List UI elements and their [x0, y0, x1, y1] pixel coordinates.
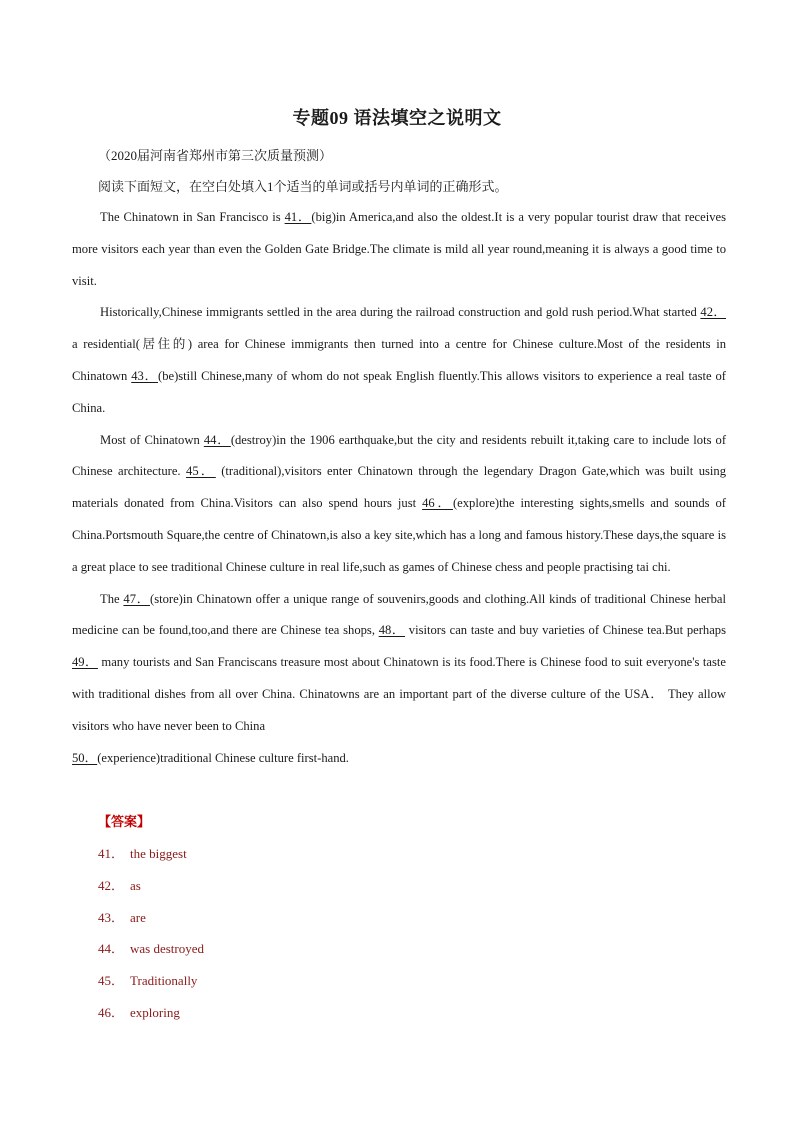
answer-text: was destroyed [130, 941, 205, 957]
blank-45: 45． [186, 464, 216, 479]
paragraph-text: (traditional),visitors enter Chinatown through the legendary Dragon Gate,which was built using materials donated from China.Visitors can also spend hours just [72, 464, 726, 511]
answer-number: 46． [98, 1004, 125, 1020]
answer-number: 43． [98, 909, 125, 925]
answer-item [98, 902, 204, 934]
answer-item [98, 838, 204, 870]
blank-44: 44． [203, 432, 231, 447]
answer-text: Traditionally [130, 973, 198, 989]
blank-50: 50． [72, 750, 98, 765]
paragraph-text: (store)in Chinatown offer a unique range of souvenirs,goods and clothing.All kinds of traditional Chinese herbal medicine can be found,too,and there are Chinese tea shops, [72, 591, 726, 638]
answer-text: are [130, 909, 146, 925]
paragraph-text: The [100, 591, 124, 606]
answer-list [98, 838, 204, 1029]
answer-item [98, 997, 204, 1029]
paragraph-text: (big)in America,and also the oldest.It is a very popular tourist draw that receives more visitors each year than even the Golden Gate Bridge.The climate is mild all year round,meaning it is always a good time to visit. [72, 210, 726, 288]
source-note: （2020届河南省郑州市第三次质量预测） [98, 148, 333, 163]
blank-49: 49． [72, 655, 98, 670]
paragraph-text: (explore)the interesting sights,smells and sounds of China.Portsmouth Square,the centre of Chinatown,is also a key site,which has a long and famous history.These days,the square is a great place to see traditional Chinese culture in real life,such as games of Chinese chess and people practising tai chi. [72, 496, 726, 574]
paragraph-2 [72, 297, 726, 424]
paragraph-text: visitors can taste and buy varieties of Chinese tea.But perhaps [405, 623, 727, 638]
blank-42: 42． [700, 305, 726, 320]
paragraph-text: many tourists and San Franciscans treasure most about Chinatown is its food.There is Chinese food to suit everyone's taste with traditional dishes from all over China. Chinatowns are an important part of the diverse culture of the USA． They allow visitors who have never been to China [72, 655, 726, 733]
instructions: 阅读下面短文，在空白处填入1个适当的单词或括号内单词的正确形式。 [98, 179, 508, 194]
paragraph-text: (experience)traditional Chinese culture first-hand. [97, 750, 349, 765]
page-title: 专题09 语法填空之说明文 [292, 108, 502, 128]
blank-48: 48． [378, 623, 406, 638]
answer-number: 41． [98, 846, 125, 861]
answer-heading: 【答案】 [98, 814, 151, 829]
paragraph-4 [72, 584, 726, 775]
paragraph-text: a residential(居住的) area for Chinese immigrants then turned into a centre for Chinese culture.Most of the residents in Chinatown [72, 337, 726, 383]
paragraph-3 [72, 425, 726, 584]
answer-text: exploring [130, 1004, 180, 1020]
blank-46: 46． [422, 496, 453, 511]
paragraph-text: Historically,Chinese immigrants settled in the area during the railroad construction and gold rush period.What started [100, 305, 701, 320]
answer-number: 45． [98, 973, 125, 989]
blank-47: 47． [123, 591, 150, 606]
answer-text: the biggest [130, 846, 187, 861]
paragraph-text: (be)still Chinese,many of whom do not speak English fluently.This allows visitors to experience a real taste of China. [72, 368, 727, 415]
paragraph-text: (destroy)in the 1906 earthquake,but the city and residents rebuilt it,taking care to include lots of Chinese architecture. [72, 432, 727, 479]
answer-item [98, 870, 204, 902]
blank-43: 43． [131, 368, 158, 383]
answer-item [98, 965, 204, 997]
paragraph-1 [72, 202, 726, 297]
answer-number: 44． [98, 941, 125, 957]
blank-41: 41． [284, 210, 312, 224]
answer-number: 42． [98, 877, 125, 893]
paragraph-text: Most of Chinatown [100, 432, 204, 447]
paragraph-text: The Chinatown in San Francisco is [100, 210, 285, 224]
answer-item [98, 933, 204, 965]
answer-text: as [130, 877, 141, 893]
passage [72, 202, 726, 774]
